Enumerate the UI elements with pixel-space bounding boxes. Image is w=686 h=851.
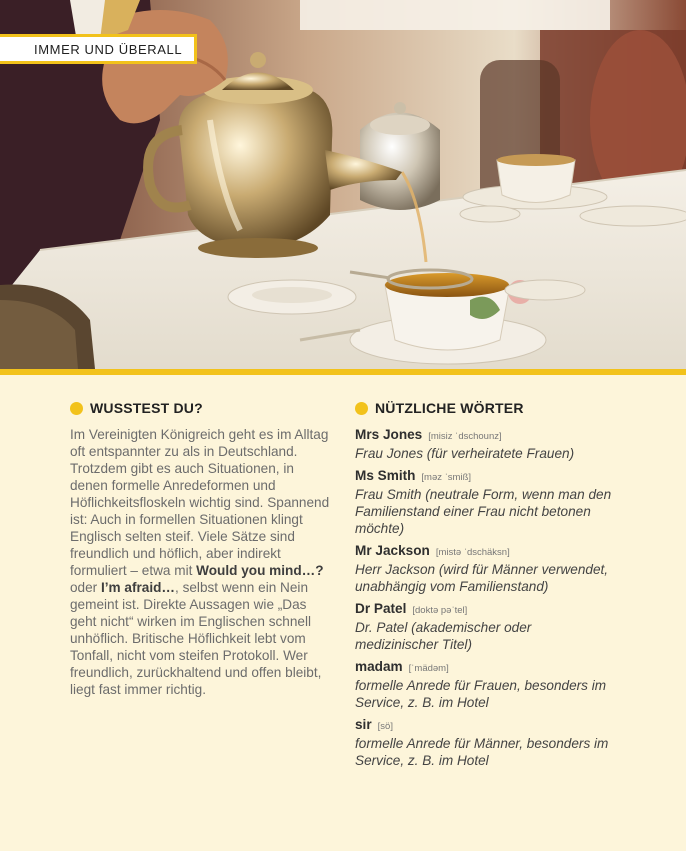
vocab-translation: formelle Anrede für Frauen, besonders im Service, z. B. im Hotel (355, 678, 607, 710)
text-segment: Im Vereinigten Königreich geht es im Alltag oft entspannter zu als in Deutschland. Trotzdem gibt es auch Situationen, in denen formelle Anredeformen und Höflichkeitsfloskeln wichtig sind. Spannend ist: Auch in formellen Situationen klingt Englisch selten steif. Viele Sätze sind freundlich und höflich, aber indirekt formuliert – etwa mit (70, 427, 330, 578)
vocab-phonetic: [ˈmädəm] (408, 663, 449, 674)
vocab-term: Ms Smith (355, 468, 416, 483)
vocab-translation: formelle Anrede für Männer, besonders im Service, z. B. im Hotel (355, 736, 609, 768)
vocab-term: Mrs Jones (355, 427, 423, 442)
vocab-term: sir (355, 717, 372, 732)
phrase-im-afraid: I’m afraid… (100, 580, 176, 595)
vocab-item (355, 467, 617, 537)
vocab-term: Mr Jackson (355, 543, 430, 558)
vocab-translation: Frau Jones (für verheiratete Frauen) (355, 446, 575, 461)
vocab-phonetic: [məz ˈsmiß] (421, 472, 472, 483)
vocab-term: Dr Patel (355, 601, 407, 616)
vocab-phonetic: [doktə pəˈtel] (412, 605, 468, 616)
phrase-would-you-mind: Would you mind…? (196, 563, 324, 578)
vocab-item (355, 542, 617, 595)
did-you-know-heading: WUSSTEST DU? (90, 400, 203, 416)
vocab-list (355, 426, 617, 769)
vocab-item (355, 426, 617, 462)
vocab-phonetic: [mistə ˈdschäksn] (435, 547, 510, 558)
did-you-know-heading-row (70, 400, 332, 416)
photo-bottom-rule (0, 369, 686, 375)
did-you-know-text (70, 426, 332, 698)
text-segment: , selbst wenn ein Nein gemeint ist. Direkte Aussagen wie „Das geht nicht“ wirken im Englischen schnell unhöflich. Britische Höflichkeit lebt vom Tonfall, nicht vom steifen Protokoll. Wer freundlich, zurückhaltend und offen bleibt, liegt fast immer richtig. (70, 580, 322, 697)
vocab-translation: Herr Jackson (wird für Männer verwendet, unabhängig vom Familienstand) (355, 562, 609, 594)
vocab-item (355, 658, 617, 711)
did-you-know-box (70, 400, 332, 698)
useful-words-heading: NÜTZLICHE WÖRTER (375, 400, 524, 416)
vocab-item (355, 600, 617, 653)
vocab-phonetic: [sö] (377, 721, 393, 732)
section-label: IMMER UND ÜBERALL (34, 41, 183, 57)
vocab-translation: Frau Smith (neutrale Form, wenn man den Familienstand einer Frau nicht betonen möchte) (355, 487, 612, 536)
bullet-dot-icon (70, 402, 83, 415)
vocab-phonetic: [misiz ˈdschounz] (428, 431, 502, 442)
vocab-translation: Dr. Patel (akademischer oder medizinischer Titel) (355, 620, 532, 652)
vocab-term: madam (355, 659, 403, 674)
text-segment: oder (70, 580, 101, 595)
section-label-box (0, 34, 197, 64)
useful-words-heading-row (355, 400, 617, 416)
vocab-item (355, 716, 617, 769)
bullet-dot-icon (355, 402, 368, 415)
useful-words-box (355, 400, 617, 774)
